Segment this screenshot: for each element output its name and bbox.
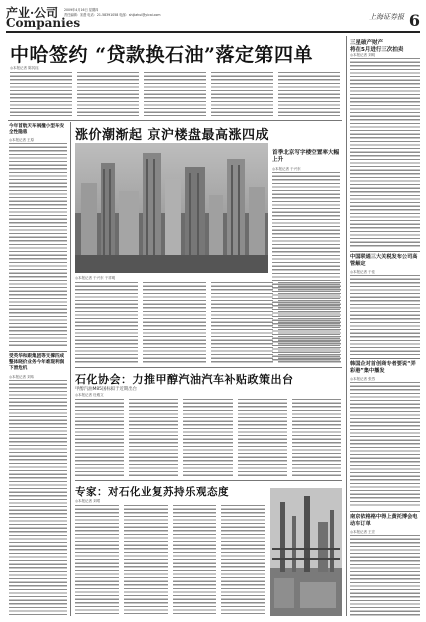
issue-date: 2009年4月16日 星期四 [64,8,99,12]
gas-headline: 专家：对石化业复苏持乐观态度 [75,486,229,498]
right-article-4-text [350,535,420,617]
main-article-text [10,72,340,116]
left-article-2-text [9,380,67,616]
left-article-1-text [9,143,67,348]
right-article-1-text [350,58,420,248]
right-byline-1: ◎本报记者 刘明 [350,53,376,57]
page-number: 6 [408,11,420,30]
main-byline: ◎本报记者 陈其珏 [10,66,39,70]
separator [350,358,420,359]
section-title-en: Companies [6,16,81,30]
property-photo [75,143,268,273]
right-headline-3: 韩国企对首创商专者要说“弄彩港”集中播发 [350,361,416,374]
masthead-rule [6,31,420,33]
left-byline-1: ◎本报记者 王原 [9,138,35,142]
right-article-3-text [350,382,420,508]
city-skyline-image [75,143,268,273]
editor-info: 责任编辑：宋澄 电话：21-58391058 电邮：shijiahui@yicai.com [64,13,161,17]
separator [350,251,420,252]
column-divider [346,36,347,616]
right-headline-2: 中国联通三大关税发布公司高管解定 [350,254,418,267]
refinery-photo [270,488,342,616]
property-article-text [75,282,341,364]
property-byline: ◎本报记者 于兴东 于祥明 [75,276,116,280]
separator [75,480,342,481]
right-byline-2: ◎本报记者 于佳 [350,270,376,274]
property-side-byline: ◎本报记者 于兴东 [272,167,301,171]
petro-headline: 石化协会：力推甲醇汽油汽车补贴政策出台 [75,373,294,386]
gas-article-text [75,505,265,616]
right-headline-1-tail: 将在5月进行三次拍卖 [350,47,404,53]
petro-byline: ◎本报记者 杜雅文 [75,393,104,397]
right-headline-4: 南京依格格中得上黄托博会电动车订单 [350,514,418,527]
right-byline-3: ◎本报记者 张烈 [350,377,376,381]
separator [9,351,67,352]
left-headline-2: 受英华和跟集团等支撑四成整体晓价业务今年难现利润下滑危机 [9,354,65,371]
column-divider [70,122,71,616]
gas-byline: ◎本报记者 刘珺 [75,499,101,503]
left-byline-2: ◎本报记者 刘玮 [9,375,35,379]
masthead [6,4,420,32]
separator [350,511,420,512]
petro-article-text [75,399,341,477]
right-byline-4: ◎本报记者 王宏 [350,530,376,534]
left-headline-1: 今年首航天车祸撞小型车安全性隐患 [9,124,65,135]
right-headline-1: 三星破产财产 [350,40,384,46]
main-headline: 中哈签约 “贷款换石油”落定第四单 [10,44,313,66]
refinery-image [270,488,342,616]
property-headline: 涨价潮渐起 京沪楼盘最高涨四成 [75,128,270,143]
section-title: 产业·公司 [6,6,59,20]
newspaper-name: 上海证券报 [369,13,404,21]
right-article-2-text [350,275,420,355]
separator [75,367,342,368]
petro-subheadline: 甲醇汽油M85国标拟于近期出台 [75,387,138,392]
separator [8,120,342,121]
property-side-headline: 首季北京写字楼空置率大幅上升 [272,150,340,163]
